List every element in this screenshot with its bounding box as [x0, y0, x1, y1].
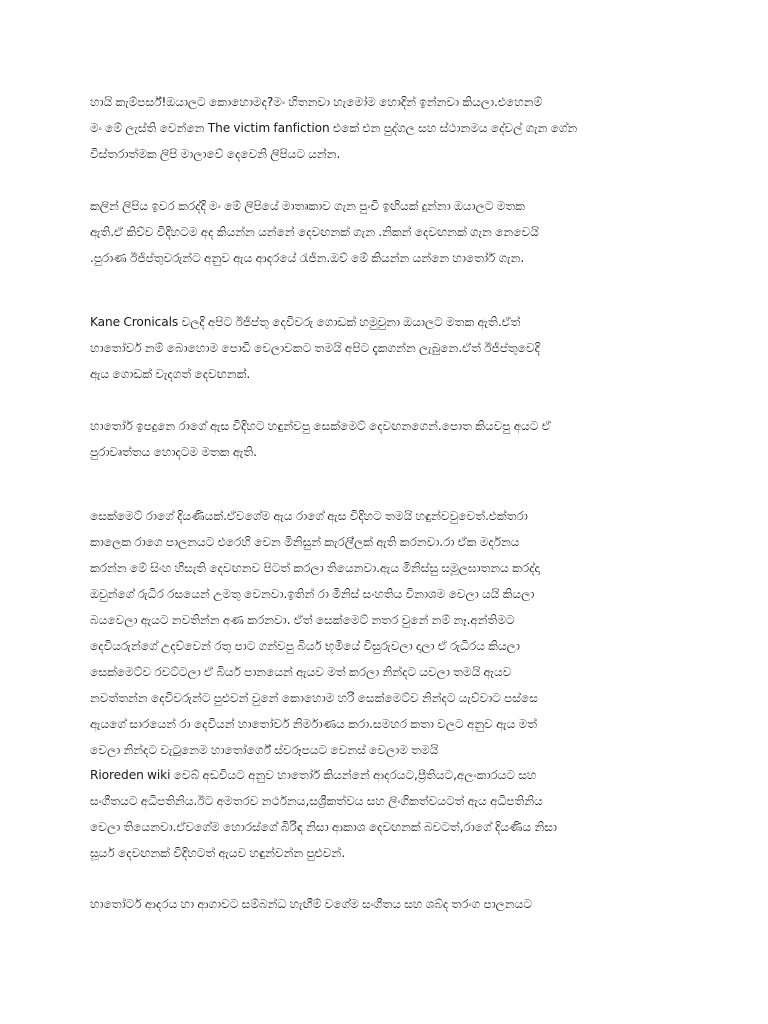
text-line: මං මේ ලැස්ති වෙන්නෙ The victim fanfiction එකේ එන පුද්ගල සහ ස්ථානමය දේවල් ගැන ගේන [90, 121, 578, 135]
text-line: කාලෙක රාගෙ පාලනයට එරෙහි වෙන මිනිසුන් කැරලි්ලක් ඇති කරනවා.රා ඒක මර්දනය [90, 535, 520, 549]
paragraph-music [90, 891, 684, 917]
text-line: Kane Cronicals වලදි අපිට ඊජිප්තු දෙවිවරු ගොඩක් හමුවුනා ඔයාලට මතක ඇති.ඒත් [90, 315, 521, 329]
text-line: හාතෝර් ඉපදුනෙ රාගේ ඇස විදිහට හඳුන්වපු සෙක්මෙට් දෙවඟනගෙන්.පොත කියවපු අයට ඒ [90, 419, 551, 433]
text-line: සෙක්මෙට් රාගේ දියණියක්.ඒවගේම ඇය රාගේ ඇස විදිහට තමයි හඳුන්වවුවෙත්.එක්තරා [90, 509, 528, 523]
text-line: හායි කැම්පර්ස්!ඔයාලට කොහොමද?මං හිතනවා හැමෝම හොදින් ඉන්නවා කියලා.එහෙනම් [90, 95, 543, 109]
text-line: වෙලා නින්දට වැටුනෙම හාතෝර්ගේ ස්වරූපයට වෙනස් වෙලාම තමයි [90, 743, 439, 757]
text-line: නවත්තන්න දෙවිවරුන්ට පුළුවන් වුනේ කොහොම හරි සෙක්මෙට්ව නින්දට යැව්වාට පස්සෙ [90, 691, 538, 705]
text-line: විස්තරාත්මක ලිපි මාලාවේ දෙවෙනි ලිපියට යන්න. [90, 147, 341, 161]
text-line: වෙලා තියෙනවා.ඒවගේම හොරස්ගේ බිරිඳ නිසා ආකාශ දෙවඟනක් බවටත්,රාගේ දියණිය නිසා [90, 820, 557, 834]
text-line: සෙක්මෙට්ව රවට්ටලා ඒ බියර් පානයෙන් ඇයව මත් කරලා නින්දට යවලා තමයි ඇයව [90, 665, 512, 679]
text-line: ඔවුන්ගේ රුධිර රසයෙන් උමතු වෙනවා.ඉතින් රා මිනිස් සංහතිය විනාශම වෙලා යයි කියලා [90, 587, 535, 601]
text-line: පුරාවෘත්තය හොදටම මතක ඇති. [90, 445, 257, 459]
text-line: බයවෙලා ඇයට නවතින්න අණ කරනවා. ඒත් සෙක්මෙට් නතර වුනේ නම් නෑ.අන්තිමට [90, 613, 515, 627]
paragraph-kane-chronicles [90, 309, 684, 387]
paragraph-sekhmet-myth [90, 503, 684, 763]
paragraph-rioreden-wiki [90, 762, 684, 866]
text-line: .පුරාණ ඊජිප්තුවරුන්ට අනුව ඇය ආදරයේ රැජින.ඔව් මේ කියන්න යන්නෙ හාතෝර් ගැන. [90, 251, 525, 265]
text-line: කරන්න මේ සිංහ හිසැති දෙවඟනව පිටත් කරලා තියෙනවා.ඇය මිනිස්සු සමූලඝාතනය කරද්දා [90, 561, 540, 575]
paragraph-birth [90, 413, 684, 465]
text-line: Rioreden wiki වෙබ් අඩවියට අනුව හාතෝර් කියන්නේ ආදරයට,ප්‍රීතියට,අලංකාරයට සහ [90, 768, 537, 782]
text-line: සංගීතයට අධිපතිනිය.ඊට අමතරව නර්ථනය,සශ්‍රීකත්වය සහ ලිංගිකත්වයටත් ඇය අධිපතිනිය [90, 794, 543, 808]
text-line: හාතෝර්ව නම් බොහොම පොඩි වෙලාවකට තමයි අපිට දැකගන්න ලැබුනෙ.ඒත් ඊජිප්තුවෙදි [90, 341, 540, 355]
paragraph-intro [90, 89, 684, 167]
text-line: හාතෝර්ට ආදරය හා ආගාවට සම්බන්ධ හැඟීම් වගේම සංගීතය සහ ශබ්ද තරංග පාලනයට [90, 897, 532, 911]
text-line: ඇයගේ සාරයෙන් රා දෙවියන් හාතෝර්ව නිර්මාණය කරා.සමහර කතා වලට අනුව ඇය මත් [90, 717, 537, 731]
text-line: දෙවියරුන්ගේ උදව්වෙන් රතු පාට ගන්වපු බියර් භූමියේ විසුරුවලා දාලා ඒ රුධිරය කියලා [90, 639, 520, 653]
text-line: ඇය ගොඩක් වැදගත් දෙවඟනක්. [90, 367, 251, 381]
text-line: ඇති.ඒ කිව්ව විදිහටම අද කියන්න යන්නේ දෙවඟනක් ගැන .නිකන් දෙවඟනක් ගැන නෙවෙයි [90, 225, 539, 239]
text-line: කලින් ලිපිය ඉවර කරද්දි මං මේ ලිපියේ මාතෘකාව ගැන පුංචි ඉඟියක් දුන්නා ඔයාලට මතක [90, 199, 525, 213]
paragraph-topic [90, 193, 684, 271]
text-line: සූර්ය දෙවඟනක් විදිහටත් ඇයව හඳුන්වන්න පුළුවන්. [90, 846, 345, 860]
